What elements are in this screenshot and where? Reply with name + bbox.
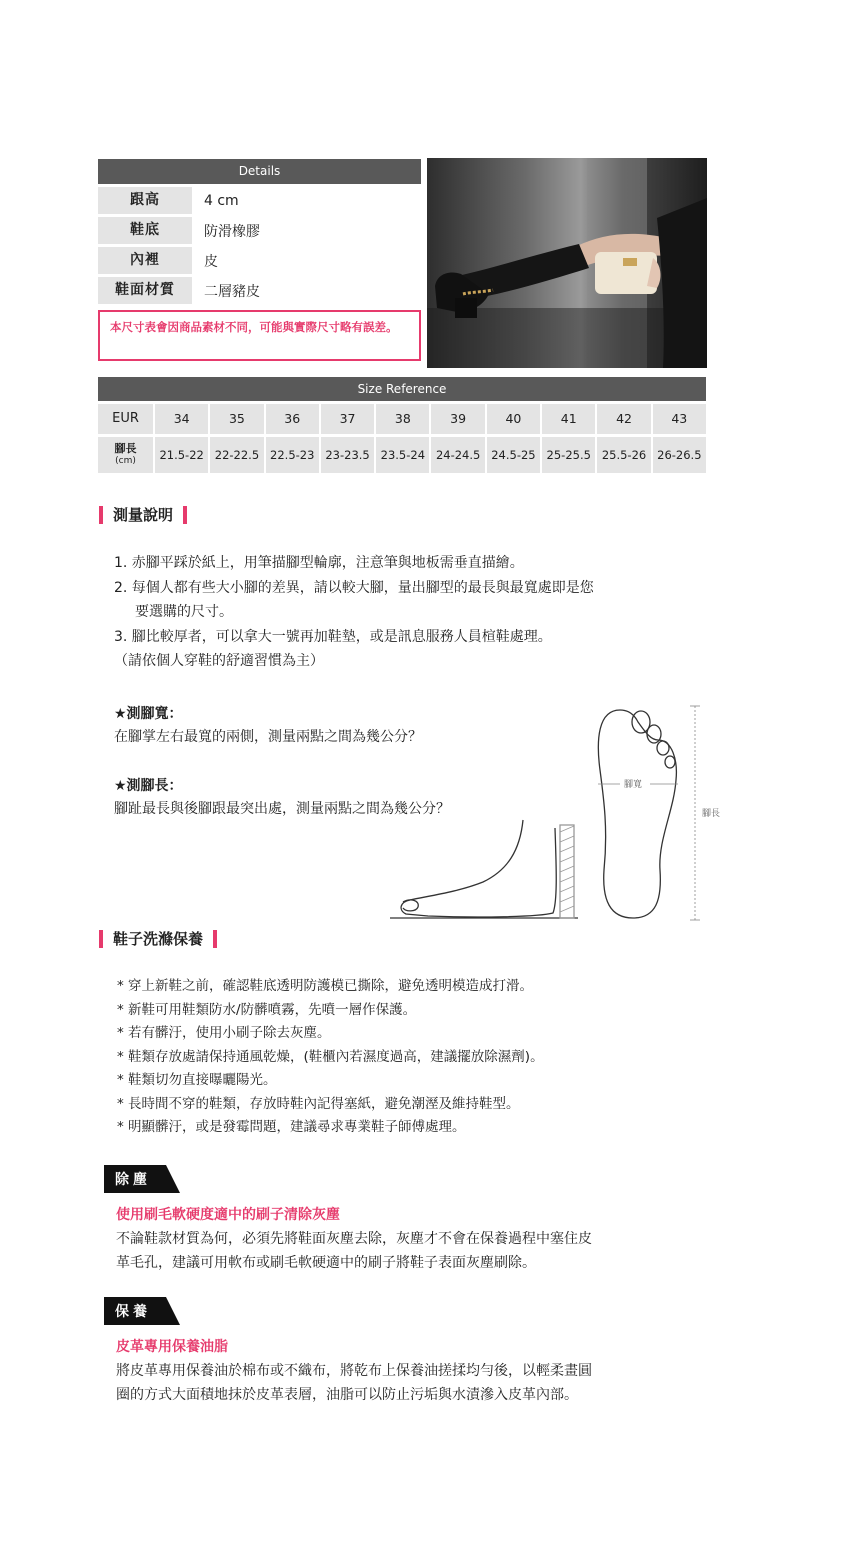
dust-line: 不論鞋款材質為何，必須先將鞋面灰塵去除，灰塵才不會在保養過程中塞住皮 <box>116 1231 592 1247</box>
foot-length-label <box>98 437 153 473</box>
detail-label: 跟高 <box>98 187 192 214</box>
maintain-line: 將皮革專用保養油於棉布或不織布，將乾布上保養油搓揉均勻後，以輕柔畫圓 <box>116 1363 592 1379</box>
care-item: * 鞋類存放處請保持通風乾燥，(鞋櫃內若濕度過高，建議擺放除濕劑)。 <box>117 1048 544 1065</box>
dust-block <box>116 1203 592 1275</box>
step-line: （請依個人穿鞋的舒適習慣為主） <box>114 653 324 669</box>
foot-measure-diagram <box>388 700 728 925</box>
care-list <box>117 975 544 1140</box>
foot-length-cell: 25.5-26 <box>597 437 650 473</box>
foot-length-row <box>98 437 706 473</box>
eur-size-cell: 39 <box>431 404 484 434</box>
diagram-length-label: 腳長 <box>702 809 721 819</box>
measure-length-text: 腳趾最長與後腳跟最突出處，測量兩點之間為幾公分？ <box>114 801 450 817</box>
care-item: * 新鞋可用鞋類防水/防髒噴霧，先噴一層作保護。 <box>117 1001 417 1018</box>
eur-size-cell: 40 <box>487 404 540 434</box>
care-item: * 穿上新鞋之前，確認鞋底透明防護模已撕除，避免透明模造成打滑。 <box>117 978 534 994</box>
toe-4 <box>665 756 675 768</box>
eur-size-cell: 37 <box>321 404 374 434</box>
foot-length-label-text: 腳長 <box>114 442 137 455</box>
care-section-title <box>99 928 217 949</box>
detail-row <box>98 247 421 274</box>
title-accent-bar <box>183 506 187 524</box>
dust-tag-label: 除塵 <box>115 1172 151 1188</box>
care-item: * 明顯髒汙，或是發霉問題，建議尋求專業鞋子師傅處理。 <box>117 1119 466 1135</box>
toe-3 <box>657 741 669 755</box>
eur-size-cell: 41 <box>542 404 595 434</box>
foot-length-cell: 22-22.5 <box>210 437 263 473</box>
eur-size-cell: 34 <box>155 404 208 434</box>
eur-size-cell: 38 <box>376 404 429 434</box>
foot-length-cell: 25-25.5 <box>542 437 595 473</box>
measure-width-text: 在腳掌左右最寬的兩側，測量兩點之間為幾公分？ <box>114 729 422 745</box>
care-item: * 鞋類切勿直接曝曬陽光。 <box>117 1072 277 1088</box>
eur-row <box>98 404 706 434</box>
detail-label: 鞋面材質 <box>98 277 192 304</box>
eur-size-cell: 35 <box>210 404 263 434</box>
eur-size-cell: 42 <box>597 404 650 434</box>
details-header: Details <box>98 159 421 184</box>
details-table <box>98 159 421 361</box>
toe-2 <box>647 725 661 743</box>
foot-length-cell: 23-23.5 <box>321 437 374 473</box>
step-line: 2. 每個人都有些大小腳的差異，請以較大腳，量出腳型的最長與最寬處即是您 <box>114 579 594 596</box>
detail-value: 皮 <box>204 253 218 270</box>
detail-value: 二層豬皮 <box>204 283 260 300</box>
eur-label: EUR <box>98 404 153 434</box>
maintain-subtitle: 皮革專用保養油脂 <box>116 1339 228 1355</box>
side-foot-outline <box>401 820 556 917</box>
foot-length-cell: 22.5-23 <box>266 437 319 473</box>
maintain-line: 圈的方式大面積地抹於皮革表層，油脂可以防止污垢與水漬滲入皮革內部。 <box>116 1387 578 1403</box>
foot-length-cell: 24-24.5 <box>431 437 484 473</box>
maintain-tag-label: 保養 <box>115 1304 151 1320</box>
eur-size-cell: 36 <box>266 404 319 434</box>
detail-value: 4 cm <box>204 192 239 209</box>
detail-label: 內裡 <box>98 247 192 274</box>
care-item: * 長時間不穿的鞋類，存放時鞋內記得塞紙，避免潮溼及維持鞋型。 <box>117 1095 520 1112</box>
diagram-width-label: 腳寬 <box>624 780 643 790</box>
detail-value: 防滑橡膠 <box>204 223 260 240</box>
title-accent-bar <box>99 506 103 524</box>
section-title-text: 鞋子洗滌保養 <box>113 930 204 948</box>
section-title-text: 測量說明 <box>113 506 174 524</box>
step-line: 1. 赤腳平踩於紙上，用筆描腳型輪廓，注意筆與地板需垂直描繪。 <box>114 555 524 571</box>
measure-section-title <box>99 504 187 525</box>
detail-row <box>98 187 421 214</box>
measure-length-title: ★測腳長： <box>114 778 183 794</box>
dust-subtitle: 使用刷毛軟硬度適中的刷子清除灰塵 <box>116 1207 340 1223</box>
maintain-tag <box>104 1297 180 1325</box>
detail-label: 鞋底 <box>98 217 192 244</box>
foot-length-cell: 23.5-24 <box>376 437 429 473</box>
maintain-block <box>116 1335 592 1407</box>
product-photo <box>427 158 707 368</box>
boot-photo-illustration <box>427 158 707 368</box>
wall-hatch <box>560 826 574 912</box>
title-accent-bar <box>213 930 217 948</box>
step-line: 3. 腳比較厚者，可以拿大一號再加鞋墊，或是訊息服務人員楦鞋處理。 <box>114 628 552 645</box>
dust-line: 革毛孔，建議可用軟布或刷毛軟硬適中的刷子將鞋子表面灰塵刷除。 <box>116 1255 536 1271</box>
title-accent-bar <box>99 930 103 948</box>
measure-steps <box>114 551 594 674</box>
detail-row <box>98 277 421 304</box>
dust-tag <box>104 1165 180 1193</box>
foot-length-cell: 26-26.5 <box>653 437 706 473</box>
foot-diagram-svg <box>388 700 728 925</box>
foot-length-cell: 24.5-25 <box>487 437 540 473</box>
foot-length-cell: 21.5-22 <box>155 437 208 473</box>
measure-width <box>114 703 422 749</box>
size-reference-header: Size Reference <box>98 377 706 401</box>
foot-length-unit: (cm) <box>115 456 136 466</box>
eur-size-cell: 43 <box>653 404 706 434</box>
step-line: 要選購的尺寸。 <box>135 604 233 620</box>
detail-row <box>98 217 421 244</box>
size-reference-table <box>98 377 706 473</box>
measure-width-title: ★測腳寬： <box>114 706 183 722</box>
care-item: * 若有髒汙，使用小刷子除去灰塵。 <box>117 1025 331 1041</box>
size-notice: 本尺寸表會因商品素材不同，可能與實際尺寸略有誤差。 <box>98 310 421 361</box>
